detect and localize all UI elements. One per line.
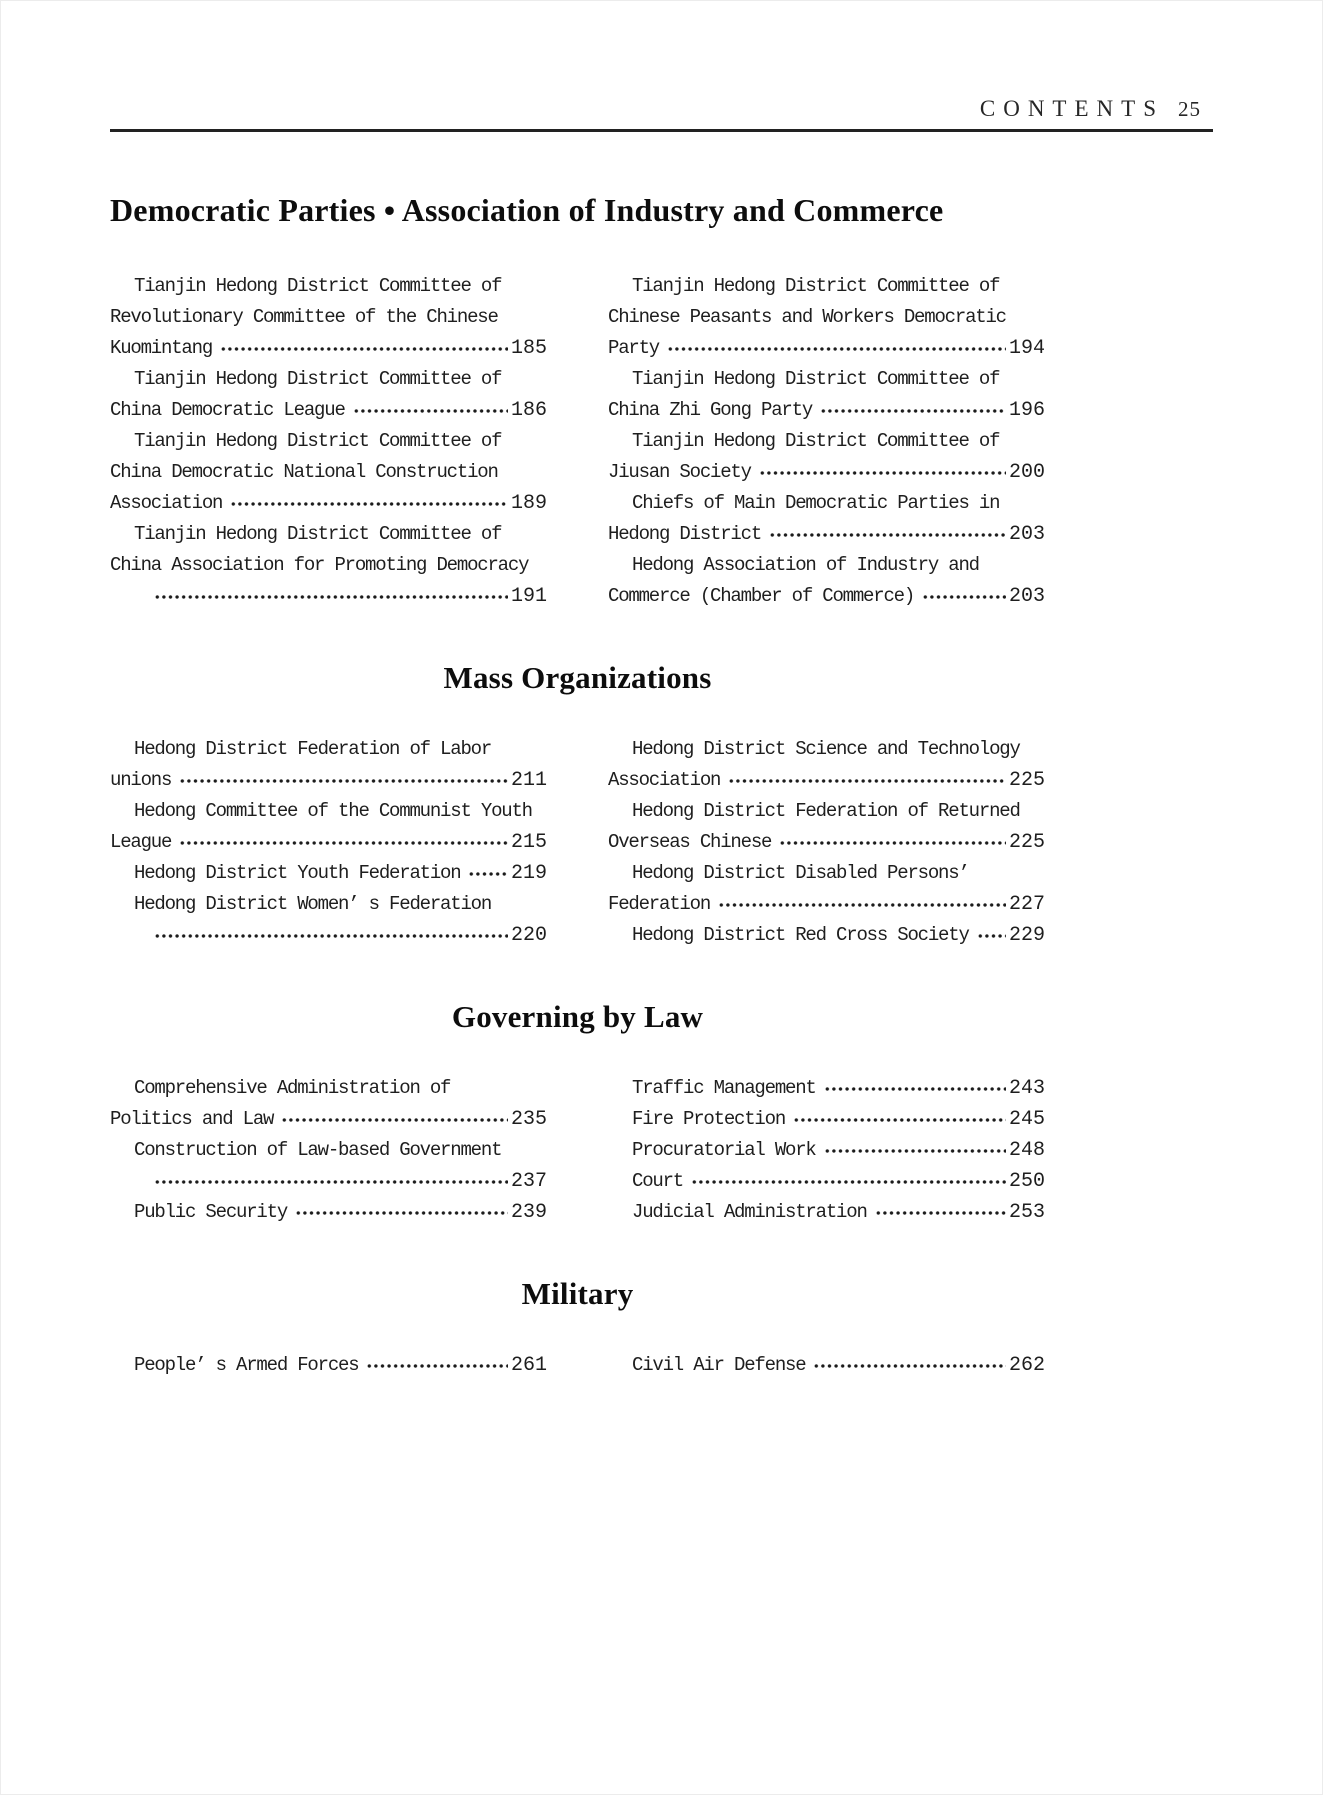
dot-leader bbox=[728, 775, 1006, 787]
entry-line: Hedong Association of Industry and bbox=[632, 554, 979, 576]
toc-entry bbox=[110, 796, 547, 858]
page-ref: 239 bbox=[510, 1201, 547, 1224]
page-ref: 245 bbox=[1008, 1108, 1045, 1131]
column-left bbox=[110, 1350, 547, 1381]
toc-entry bbox=[608, 550, 1045, 612]
dot-leader bbox=[691, 1176, 1006, 1188]
dot-leader bbox=[353, 405, 508, 417]
entry-title: People’ s Armed Forces bbox=[134, 1354, 359, 1376]
entry-line: China Democratic National Construction bbox=[110, 461, 498, 483]
entry-line: Hedong District Federation of Returned bbox=[632, 800, 1020, 822]
entry-leader-line bbox=[110, 827, 547, 858]
column-right bbox=[608, 271, 1045, 612]
toc-entry bbox=[608, 1073, 1045, 1104]
dot-leader bbox=[793, 1114, 1006, 1126]
entry-title: Kuomintang bbox=[110, 337, 213, 359]
entry-leader-line bbox=[110, 395, 547, 426]
entry-leader-line bbox=[608, 889, 1045, 920]
dot-leader bbox=[718, 899, 1006, 911]
entry-line: Tianjin Hedong District Committee of bbox=[134, 523, 502, 545]
entry-line: Chiefs of Main Democratic Parties in bbox=[632, 492, 1000, 514]
contents-title: CONTENTS bbox=[979, 96, 1164, 121]
page-header bbox=[110, 96, 1213, 122]
entry-leader-line bbox=[608, 827, 1045, 858]
entry-line: Hedong District Disabled Persons’ bbox=[632, 862, 969, 884]
entry-leader-line bbox=[110, 333, 547, 364]
page-ref: 261 bbox=[510, 1354, 547, 1377]
page-ref: 194 bbox=[1008, 337, 1045, 360]
page-ref: 191 bbox=[510, 585, 547, 608]
toc-entry bbox=[608, 734, 1045, 796]
dot-leader bbox=[759, 467, 1006, 479]
entry-leader-line bbox=[110, 1197, 547, 1228]
toc-entry bbox=[608, 1350, 1045, 1381]
entry-line: Tianjin Hedong District Committee of bbox=[134, 275, 502, 297]
page-ref: 243 bbox=[1008, 1077, 1045, 1100]
entry-leader-line bbox=[110, 858, 547, 889]
dot-leader bbox=[769, 529, 1006, 541]
page-ref: 200 bbox=[1008, 461, 1045, 484]
toc-entry bbox=[110, 1073, 547, 1135]
column-right bbox=[608, 1073, 1045, 1228]
page-content bbox=[110, 96, 1213, 1381]
page-ref: 262 bbox=[1008, 1354, 1045, 1377]
toc-entry bbox=[110, 858, 547, 889]
dot-leader bbox=[154, 591, 508, 603]
page-ref: 196 bbox=[1008, 399, 1045, 422]
entry-leader-line bbox=[110, 1104, 547, 1135]
page-ref: 203 bbox=[1008, 523, 1045, 546]
entry-title: Overseas Chinese bbox=[608, 831, 772, 853]
toc-entry bbox=[608, 1135, 1045, 1166]
header-page-number: 25 bbox=[1178, 97, 1201, 121]
entry-title: Public Security bbox=[134, 1201, 288, 1223]
page-ref: 225 bbox=[1008, 831, 1045, 854]
entry-leader-line bbox=[110, 765, 547, 796]
toc-entry bbox=[608, 364, 1045, 426]
section-mass-organizations bbox=[110, 660, 1213, 951]
entry-title: China Zhi Gong Party bbox=[608, 399, 813, 421]
entry-title: Jiusan Society bbox=[608, 461, 751, 483]
column-left bbox=[110, 271, 547, 612]
entry-title: Federation bbox=[608, 893, 711, 915]
entry-leader-line bbox=[110, 1166, 547, 1197]
entry-title: Hedong District Red Cross Society bbox=[632, 924, 969, 946]
section-heading-governing-by-law: Governing by Law bbox=[451, 999, 704, 1034]
entry-line: Tianjin Hedong District Committee of bbox=[134, 430, 502, 452]
dot-leader bbox=[922, 591, 1006, 603]
toc-entry bbox=[110, 364, 547, 426]
dot-leader bbox=[875, 1207, 1006, 1219]
entry-line: China Association for Promoting Democracy bbox=[110, 554, 529, 576]
page-ref: 237 bbox=[510, 1170, 547, 1193]
toc-entry bbox=[608, 920, 1045, 951]
entry-line: Chinese Peasants and Workers Democratic bbox=[608, 306, 1006, 328]
entry-leader-line bbox=[608, 1104, 1045, 1135]
entry-title: Association bbox=[608, 769, 721, 791]
entry-line: Revolutionary Committee of the Chinese bbox=[110, 306, 498, 328]
page-ref: 215 bbox=[510, 831, 547, 854]
toc-entry bbox=[608, 488, 1045, 550]
toc-columns bbox=[110, 734, 1045, 951]
entry-line: Tianjin Hedong District Committee of bbox=[632, 368, 1000, 390]
entry-title: Civil Air Defense bbox=[632, 1354, 806, 1376]
entry-leader-line bbox=[110, 1350, 547, 1381]
entry-leader-line bbox=[608, 457, 1045, 488]
dot-leader bbox=[281, 1114, 508, 1126]
column-left bbox=[110, 734, 547, 951]
dot-leader bbox=[179, 775, 508, 787]
page-ref: 185 bbox=[510, 337, 547, 360]
section-heading-mass-organizations: Mass Organizations bbox=[443, 660, 712, 695]
dot-leader bbox=[468, 868, 508, 880]
toc-entry bbox=[608, 1104, 1045, 1135]
toc-entry bbox=[110, 1135, 547, 1197]
entry-line: Tianjin Hedong District Committee of bbox=[134, 368, 502, 390]
section-governing-by-law bbox=[110, 999, 1213, 1228]
entry-leader-line bbox=[110, 488, 547, 519]
dot-leader bbox=[366, 1360, 508, 1372]
column-right bbox=[608, 734, 1045, 951]
sections bbox=[110, 192, 1213, 1381]
dot-leader bbox=[179, 837, 508, 849]
section-democratic-parties bbox=[110, 192, 1213, 612]
page-ref: 203 bbox=[1008, 585, 1045, 608]
entry-title: League bbox=[110, 831, 172, 853]
entry-leader-line bbox=[110, 581, 547, 612]
toc-entry bbox=[608, 1166, 1045, 1197]
dot-leader bbox=[820, 405, 1006, 417]
toc-entry bbox=[110, 734, 547, 796]
entry-leader-line bbox=[608, 1135, 1045, 1166]
entry-title: Politics and Law bbox=[110, 1108, 274, 1130]
dot-leader bbox=[154, 930, 508, 942]
entry-leader-line bbox=[608, 765, 1045, 796]
section-military bbox=[110, 1276, 1213, 1381]
entry-leader-line bbox=[608, 1350, 1045, 1381]
entry-line: Hedong District Federation of Labor bbox=[134, 738, 492, 760]
dot-leader bbox=[779, 837, 1006, 849]
dot-leader bbox=[824, 1145, 1006, 1157]
entry-leader-line bbox=[608, 1073, 1045, 1104]
entry-leader-line bbox=[608, 333, 1045, 364]
entry-title: Fire Protection bbox=[632, 1108, 786, 1130]
entry-leader-line bbox=[110, 920, 547, 951]
entry-title: Procuratorial Work bbox=[632, 1139, 816, 1161]
entry-line: Hedong District Science and Technology bbox=[632, 738, 1020, 760]
entry-line: Hedong Committee of the Communist Youth bbox=[134, 800, 532, 822]
page-ref: 235 bbox=[510, 1108, 547, 1131]
entry-title: Hedong District Youth Federation bbox=[134, 862, 461, 884]
entry-title: Commerce (Chamber of Commerce) bbox=[608, 585, 915, 607]
entry-leader-line bbox=[608, 1197, 1045, 1228]
entry-line: Tianjin Hedong District Committee of bbox=[632, 275, 1000, 297]
entry-leader-line bbox=[608, 920, 1045, 951]
entry-title: China Democratic League bbox=[110, 399, 345, 421]
section-heading-democratic-parties: Democratic Parties • Association of Industry and Commerce bbox=[110, 192, 944, 228]
header-rule bbox=[110, 129, 1213, 132]
entry-line: Hedong District Women’ s Federation bbox=[134, 893, 492, 915]
toc-columns bbox=[110, 1350, 1045, 1381]
toc-entry bbox=[110, 1350, 547, 1381]
page-ref: 219 bbox=[510, 862, 547, 885]
dot-leader bbox=[230, 498, 508, 510]
entry-line: Comprehensive Administration of bbox=[134, 1077, 451, 1099]
page-ref: 229 bbox=[1008, 924, 1045, 947]
entry-title: Traffic Management bbox=[632, 1077, 816, 1099]
entry-line: Construction of Law-based Government bbox=[134, 1139, 502, 1161]
toc-entry bbox=[110, 1197, 547, 1228]
entry-title: Hedong District bbox=[608, 523, 762, 545]
page-ref: 211 bbox=[510, 769, 547, 792]
section-heading-military: Military bbox=[521, 1276, 634, 1311]
page-ref: 248 bbox=[1008, 1139, 1045, 1162]
page-ref: 253 bbox=[1008, 1201, 1045, 1224]
page-ref: 225 bbox=[1008, 769, 1045, 792]
toc-entry bbox=[608, 426, 1045, 488]
toc-entry bbox=[608, 1197, 1045, 1228]
toc-entry bbox=[608, 271, 1045, 364]
column-left bbox=[110, 1073, 547, 1228]
toc-columns bbox=[110, 1073, 1045, 1228]
toc-entry bbox=[110, 889, 547, 951]
entry-title: unions bbox=[110, 769, 172, 791]
toc-entry bbox=[110, 426, 547, 519]
entry-leader-line bbox=[608, 519, 1045, 550]
page-ref: 227 bbox=[1008, 893, 1045, 916]
page-ref: 186 bbox=[510, 399, 547, 422]
dot-leader bbox=[813, 1360, 1006, 1372]
page-ref: 220 bbox=[510, 924, 547, 947]
entry-leader-line bbox=[608, 395, 1045, 426]
toc-entry bbox=[110, 271, 547, 364]
dot-leader bbox=[220, 343, 508, 355]
dot-leader bbox=[295, 1207, 508, 1219]
page-ref: 250 bbox=[1008, 1170, 1045, 1193]
dot-leader bbox=[977, 930, 1006, 942]
toc-entry bbox=[608, 796, 1045, 858]
entry-title: Association bbox=[110, 492, 223, 514]
toc-entry bbox=[110, 519, 547, 612]
dot-leader bbox=[824, 1083, 1006, 1095]
toc-entry bbox=[608, 858, 1045, 920]
dot-leader bbox=[154, 1176, 508, 1188]
entry-leader-line bbox=[608, 581, 1045, 612]
entry-title: Court bbox=[632, 1170, 684, 1192]
entry-leader-line bbox=[608, 1166, 1045, 1197]
entry-title: Party bbox=[608, 337, 660, 359]
entry-line: Tianjin Hedong District Committee of bbox=[632, 430, 1000, 452]
page-ref: 189 bbox=[510, 492, 547, 515]
dot-leader bbox=[667, 343, 1006, 355]
toc-columns bbox=[110, 271, 1045, 612]
column-right bbox=[608, 1350, 1045, 1381]
entry-title: Judicial Administration bbox=[632, 1201, 867, 1223]
